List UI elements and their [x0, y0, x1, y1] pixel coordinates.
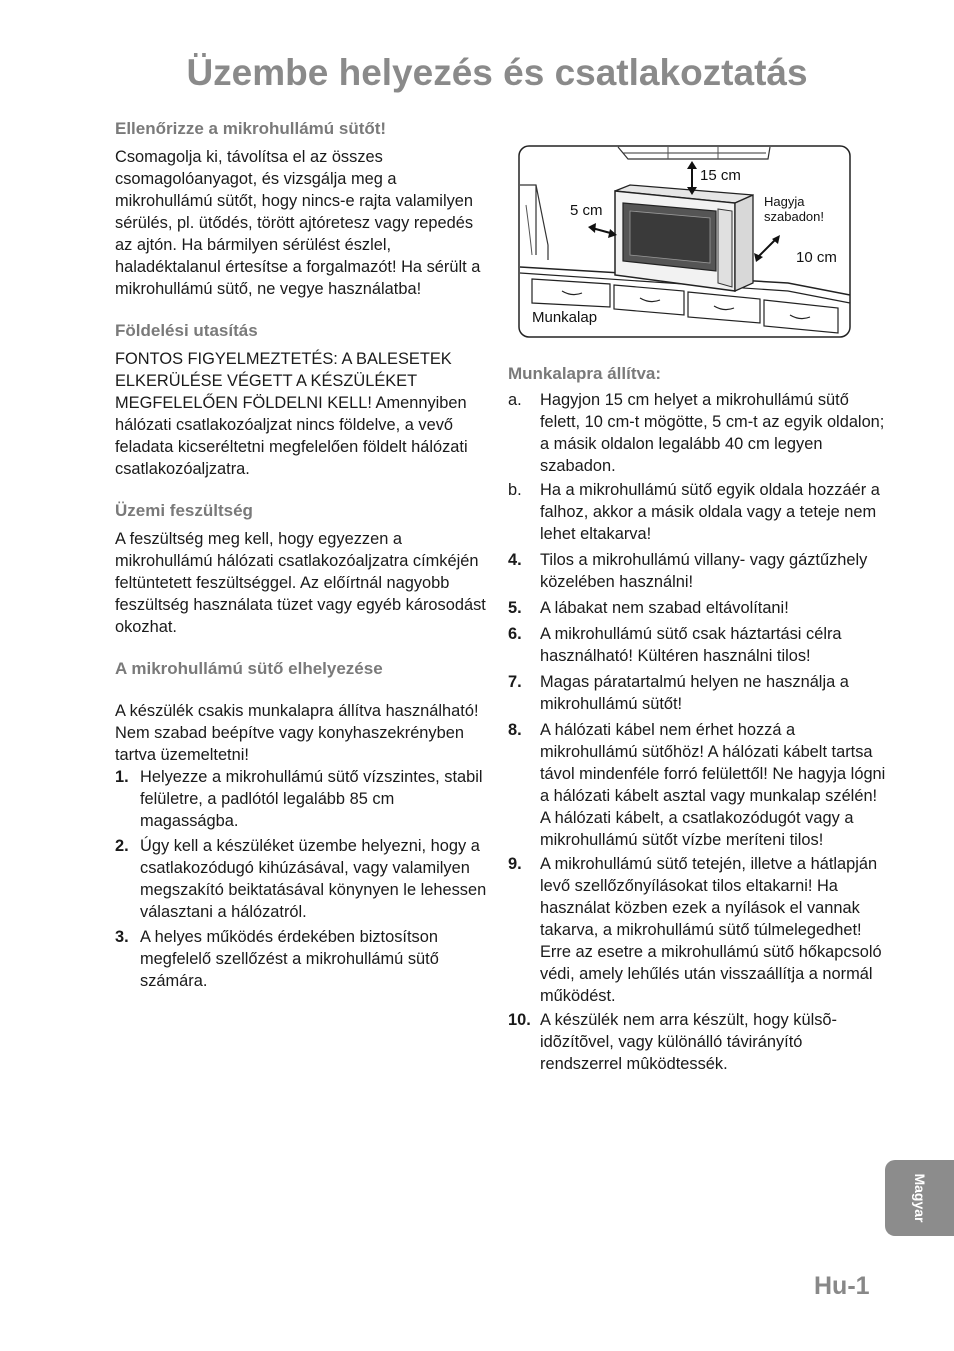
section-heading: A mikrohullámú sütő elhelyezése [115, 659, 383, 678]
language-tab-label: Magyar [911, 1173, 928, 1223]
section-heading: Üzemi feszültség [115, 501, 253, 520]
item-number: b. [508, 481, 522, 499]
item-number: 7. [508, 673, 522, 691]
item-text: A készülék nem arra készült, hogy külsõ-idõzítõvel, vagy különálló távirányító rendszerrel mûködtessék. [540, 1011, 837, 1073]
section-heading: Földelési utasítás [115, 321, 258, 340]
item-text: Tilos a mikrohullámú villany- vagy gáztűzhely közelében használni! [540, 551, 868, 591]
section-text: A feszültség meg kell, hogy egyezzen a mikrohullámú hálózati csatlakozóaljzatra címkéjén feltüntetett feszültséggel. Az előírtnál nagyobb feszültség használata tüzet vagy egyéb károsodást okozhat. [115, 530, 486, 636]
list-item [508, 597, 888, 619]
item-number: a. [508, 391, 522, 409]
section-voltage [115, 500, 487, 638]
section-placement [115, 658, 487, 992]
item-number: 6. [508, 625, 522, 643]
item-number: 10. [508, 1011, 531, 1029]
list-item [115, 835, 487, 923]
label-back-clearance: 10 cm [796, 249, 837, 266]
label-side-clearance: 5 cm [570, 202, 603, 219]
item-number: 9. [508, 855, 522, 873]
language-tab [885, 1160, 954, 1236]
section-heading: Ellenőrizze a mikrohullámú sütőt! [115, 119, 387, 138]
item-text: Hagyjon 15 cm helyet a mikrohullámú sütő felett, 10 cm-t mögötte, 5 cm-t az egyik oldalon; a másik oldalon legalább 40 cm legyen szabadon. [540, 391, 885, 475]
item-number: 1. [115, 768, 129, 786]
section-text: A készülék csakis munkalapra állítva használható! Nem szabad beépítve vagy konyhaszekrényben tartva üzemeltetni! [115, 702, 479, 764]
page-number: Hu-1 [814, 1272, 870, 1300]
section-text: Csomagolja ki, távolítsa el az összes csomagolóanyagot, és vizsgálja meg a mikrohullámú sütőt, hogy nincs-e rajta valamilyen sérülés, pl. ütődés, törött ajtóretesz vagy repedés az ajtón. Ha bármilyen sérülést észlel, haladéktalanul értesítse a forgalmazót! Ha sérült a mikrohullámú sütő, ne vegye használatba! [115, 148, 481, 298]
list-item [508, 479, 888, 545]
label-keep-free: Hagyja szabadon! [764, 194, 824, 224]
list-item [115, 926, 487, 992]
section-check [115, 118, 487, 300]
list-item [508, 671, 888, 715]
item-number: 3. [115, 928, 129, 946]
item-number: 4. [508, 551, 522, 569]
item-text: A hálózati kábel nem érhet hozzá a mikrohullámú sütőhöz! A hálózati kábelt tartsa távol mindenféle forró felülettől! Ne hagyja lógni a hálózati kábelt asztal vagy munkalap szélén! A hálózati kábelt, a csatlakozódugót vagy a mikrohullámú sütőt vízbe meríteni tilos! [540, 721, 886, 849]
section-text: FONTOS FIGYELMEZTETÉS: A BALESETEK ELKERÜLÉSE VÉGETT A KÉSZÜLÉKET MEGFELELŐEN FÖLDELNI KELL! Amennyiben hálózati csatlakozóaljzat nincs földelve, a vevő feladata kicseréltetni megfelelően földelt hálózati csatlakozóaljzatra. [115, 350, 468, 478]
item-text: A lábakat nem szabad eltávolítani! [540, 599, 789, 617]
item-text: A mikrohullámú sütő csak háztartási célra használható! Kültéren használni tilos! [540, 625, 842, 665]
list-item [508, 719, 888, 851]
item-number: 8. [508, 721, 522, 739]
item-text: Helyezze a mikrohullámú sütő vízszintes, stabil felületre, a padlótól legalább 85 cm magasságba. [140, 768, 483, 830]
item-text: A helyes működés érdekében biztosítson megfelelő szellőzést a mikrohullámú sütő számára. [140, 928, 439, 990]
installation-figure [518, 145, 851, 338]
list-item [508, 1009, 888, 1075]
requirements-list [508, 389, 888, 1075]
page-title: Üzembe helyezés és csatlakoztatás [186, 52, 808, 93]
list-item [508, 389, 888, 477]
section-grounding [115, 320, 487, 480]
list-item [508, 623, 888, 667]
item-text: Magas páratartalmú helyen ne használja a mikrohullámú sütőt! [540, 673, 849, 713]
item-text: Ha a mikrohullámú sütő egyik oldala hozzáér a falhoz, akkor a másik oldala vagy a teteje nem lehet eltakarva! [540, 481, 880, 543]
placement-list [115, 766, 487, 992]
label-top-clearance: 15 cm [700, 167, 741, 184]
item-number: 2. [115, 837, 129, 855]
list-item [508, 549, 888, 593]
right-column [508, 363, 888, 1077]
label-countertop: Munkalap [532, 309, 598, 326]
item-number: 5. [508, 599, 522, 617]
item-text: A mikrohullámú sütő tetején, illetve a hátlapján levő szellőzőnyílásokat tilos eltakarni! Ha használat közben ezek a nyílások el vannak takarva, a mikrohullámú sütő túlmelegedhet! Erre az esetre a mikrohullámú sütő hőkapcsoló védi, amely lehűlés után visszaállítja a normál működést. [540, 855, 882, 1005]
item-text: Úgy kell a készüléket üzembe helyezni, hogy a csatlakozódugó kihúzásával, vagy valamilyen megszakító beiktatásával könynyen le lehessen választani a hálózatról. [140, 837, 487, 921]
list-item [115, 766, 487, 832]
list-item [508, 853, 888, 1007]
left-column [115, 118, 487, 1012]
section-heading: Munkalapra állítva: [508, 364, 662, 383]
